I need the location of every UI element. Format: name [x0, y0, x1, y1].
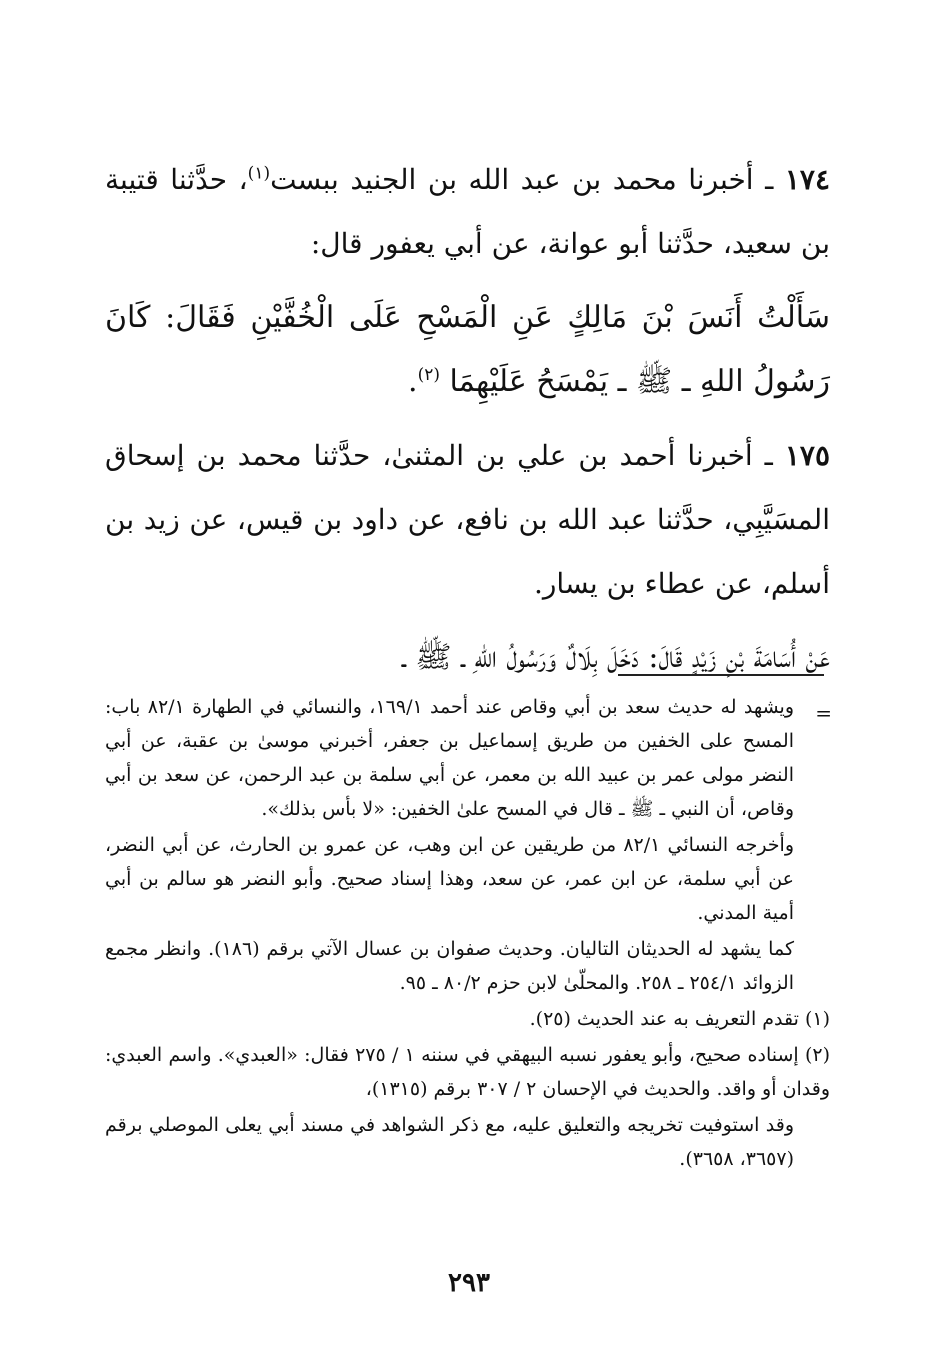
isnad-text-cont: ، حدَّثنا قتيبة بن سعيد، حدَّثنا أبو عوانة، عن أبي يعفور قال:	[105, 163, 830, 260]
footnote-block: كما يشهد له الحديثان التاليان. وحديث صفوان بن عسال الآتي برقم (١٨٦). وانظر مجمع الزوائد ٢٥٤/١ ـ ٢٥٨. والمحلّىٰ لابن حزم ٨٠/٢ ـ ٩٥.	[105, 938, 794, 994]
paragraph-174	[105, 148, 830, 276]
footnote-ref: (١)	[247, 163, 271, 184]
hadith-text-175	[105, 626, 830, 690]
main-text	[105, 148, 830, 690]
matn-text: سَأَلْتُ أَنَسَ بْنَ مَالِكٍ عَنِ الْمَسْحِ عَلَى الْخُفَّيْنِ فَقَالَ: كَانَ رَسُولُ اللهِ ـ ﷺ ـ يَمْسَحُ عَلَيْهِمَا	[105, 300, 830, 399]
footnote-ref: (٢)	[417, 365, 440, 385]
isnad-text: ـ أخبرنا محمد بن عبد الله بن الجنيد ببست	[270, 163, 774, 196]
hadith-number: ١٧٥	[784, 439, 830, 472]
matn-end: .	[408, 364, 418, 399]
footnote-divider	[618, 674, 824, 676]
paragraph-175	[105, 424, 830, 616]
hadith-number: ١٧٤	[784, 163, 831, 196]
isnad-text: ـ أخبرنا أحمد بن علي بن المثنىٰ، حدَّثنا محمد بن إسحاق المسَيَّبِي، حدَّثنا عبد الله بن نافع، عن داود بن قيس، عن زيد بن أسلم، عن عطاء بن يسار.	[105, 439, 830, 600]
footnote-block: ويشهد له حديث سعد بن أبي وقاص عند أحمد ١٦٩/١، والنسائي في الطهارة ٨٢/١ باب: المسح على الخفين من طريق إسماعيل بن جعفر، أخبرني موسىٰ بن عقبة، عن أبي النضر مولى عمر بن عبيد الله بن معمر، عن أبي سلمة بن عبد الرحمن، عن سعد بن أبي وقاص، أن النبي ـ ﷺ ـ قال في المسح علىٰ الخفين: «لا بأس بذلك».	[105, 696, 794, 820]
footnote-1: (١) تقدم التعريف به عند الحديث (٢٥).	[529, 1008, 830, 1030]
footnotes	[105, 690, 830, 1176]
hadith-text-174	[105, 286, 830, 414]
page-number: ٢٩٣	[448, 1268, 490, 1298]
footnote-block: وأخرجه النسائي ٨٢/١ من طريقين عن ابن وهب، عن عمرو بن الحارث، عن أبي النضر، عن أبي سلمة، عن ابن عمر، عن سعد، وهذا إسناد صحيح. وأبو النضر هو سالم بن أبي أمية المدني.	[105, 834, 795, 924]
matn-text: عَنْ أُسَامَةَ بْنِ زَيْدٍ قَالَ: دَخَلَ بِلَالٌ وَرَسُولُ اللهِ ـ ﷺ ـ	[402, 640, 830, 675]
footnote-2-continued: وقد استوفيت تخريجه والتعليق عليه، مع ذكر الشواهد في مسند أبي يعلى الموصلي برقم (٣٦٥٧، ٣٦٥٨).	[105, 1114, 794, 1170]
continuation-mark: =	[815, 701, 832, 725]
footnote-2: (٢) إسناده صحيح، وأبو يعفور نسبه البيهقي في سننه ١ / ٢٧٥ فقال: «العبدي». واسم العبدي: وقدان أو واقد. والحديث في الإحسان ٢ / ٣٠٧ برقم (١٣١٥)،	[105, 1044, 830, 1100]
